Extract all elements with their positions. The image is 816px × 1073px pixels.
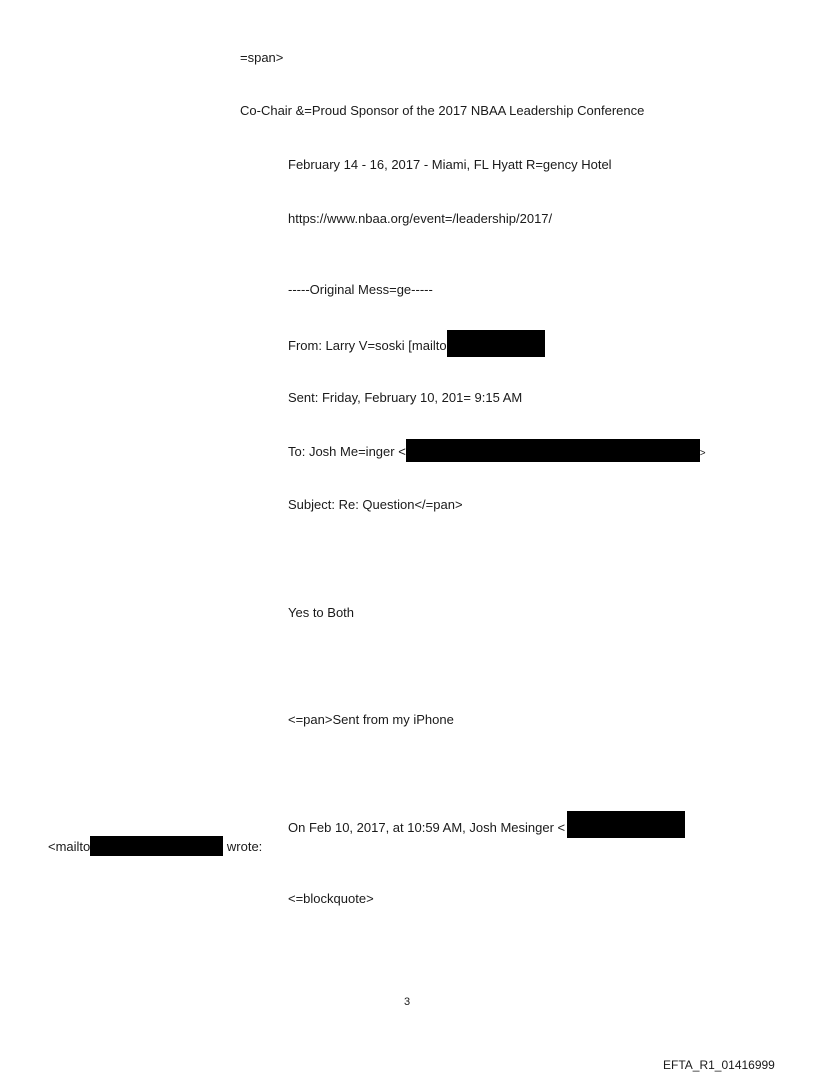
- mailto-prefix: <mailto: [48, 839, 91, 854]
- event-url: https://www.nbaa.org/event=/leadership/2017/: [288, 211, 553, 226]
- from-line: [288, 336, 545, 357]
- redaction-box: [567, 811, 685, 838]
- blockquote-line: <=blockquote>: [288, 891, 374, 906]
- original-message-line: -----Original Mess=ge-----: [288, 282, 433, 297]
- mailto-line: [48, 839, 262, 856]
- from-text: From: Larry V=soski [mailto: [288, 337, 447, 353]
- redaction-box: [406, 439, 700, 462]
- sponsor-line: Co-Chair &=Proud Sponsor of the 2017 NBAA Leadership Conference: [240, 103, 645, 118]
- page-number: 3: [404, 996, 411, 1008]
- document-id: EFTA_R1_01416999: [663, 1058, 775, 1072]
- span-line: =span>: [240, 50, 284, 65]
- redaction-box: [447, 330, 545, 357]
- redaction-box: [90, 836, 223, 856]
- sent-line: Sent: Friday, February 10, 201= 9:15 AM: [288, 390, 523, 405]
- signature-line: <=pan>Sent from my iPhone: [288, 712, 454, 727]
- event-date-line: February 14 - 16, 2017 - Miami, FL Hyatt R=gency Hotel: [288, 157, 612, 172]
- to-text: To: Josh Me=inger <: [288, 443, 406, 459]
- reply-body: Yes to Both: [288, 605, 355, 620]
- to-line: [288, 443, 706, 462]
- to-text-end: >: [699, 447, 706, 459]
- subject-line: Subject: Re: Question</=pan>: [288, 497, 463, 512]
- quote-header-line: On Feb 10, 2017, at 10:59 AM, Josh Mesinger <: [288, 820, 566, 835]
- wrote-suffix: wrote:: [223, 839, 263, 854]
